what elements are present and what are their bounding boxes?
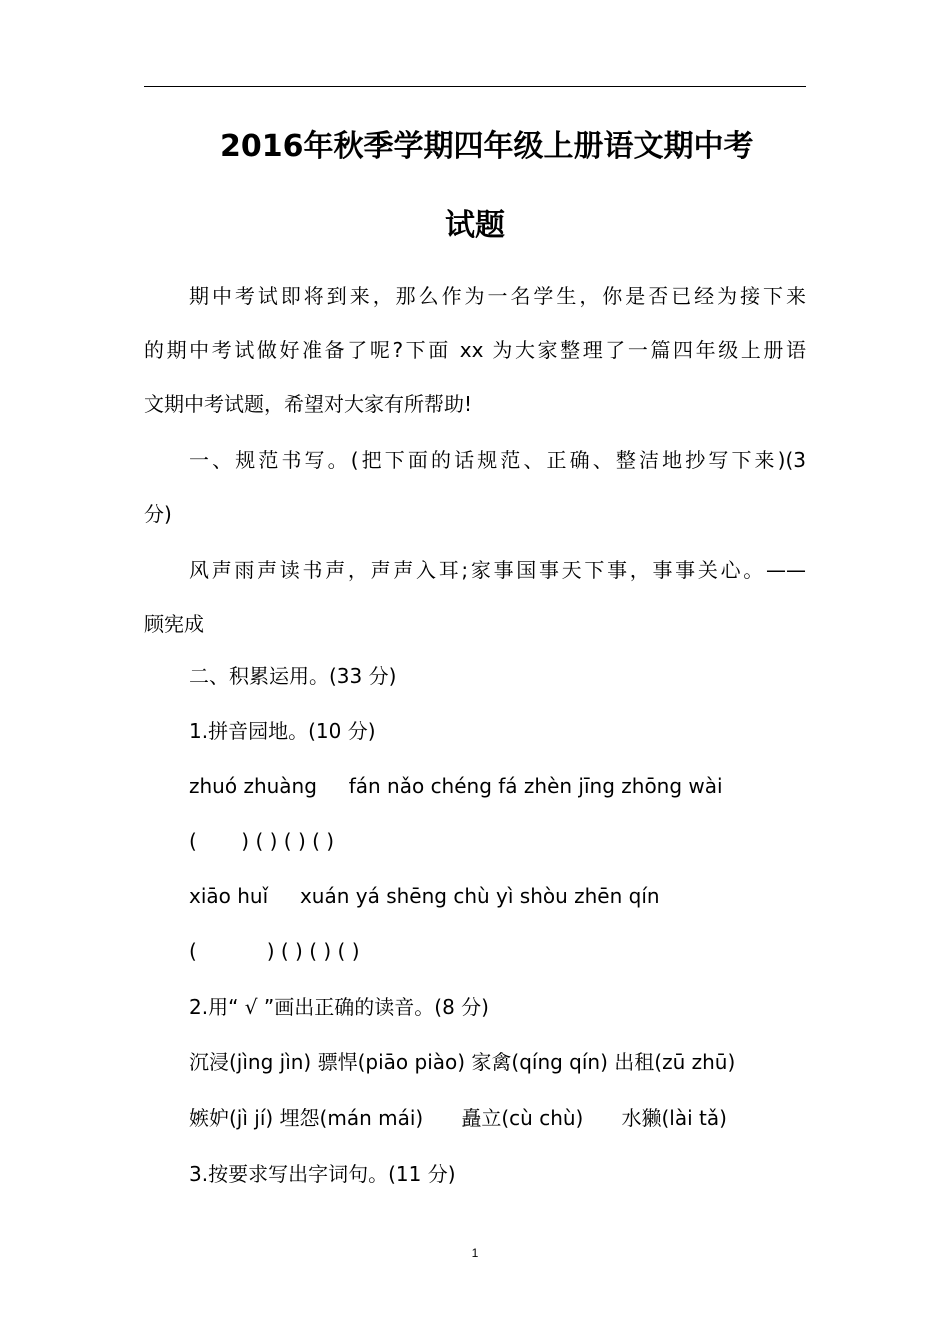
section-1-heading-line-1: 一、规范书写。(把下面的话规范、正确、整洁地抄写下来)(3 bbox=[189, 448, 806, 472]
pronunciation-row-2: 嫉妒(jì jí) 埋怨(mán mái) 矗立(cù chù) 水獭(lài tǎ) bbox=[189, 1106, 727, 1130]
answer-blanks-row-1: ( ) ( ) ( ) ( ) bbox=[189, 829, 335, 853]
section-1-heading-line-2: 分) bbox=[144, 502, 172, 526]
document-title-line-2: 试题 bbox=[445, 208, 505, 243]
page-number: 1 bbox=[471, 1246, 479, 1260]
pinyin-row-1: zhuó zhuàng fán nǎo chéng fá zhèn jīng zhōng wài bbox=[189, 774, 723, 798]
question-3-heading: 3.按要求写出字词句。(11 分) bbox=[189, 1162, 456, 1186]
pronunciation-row-1: 沉浸(jìng jìn) 骠悍(piāo piào) 家禽(qíng qín) 出租(zū zhū) bbox=[189, 1050, 736, 1074]
pinyin-row-2: xiāo huǐ xuán yá shēng chù yì shòu zhēn qín bbox=[189, 884, 660, 908]
question-2-heading: 2.用“ √ ”画出正确的读音。(8 分) bbox=[189, 995, 489, 1019]
intro-paragraph-line-2: 的期中考试做好准备了呢?下面 xx 为大家整理了一篇四年级上册语 bbox=[144, 338, 806, 362]
section-2-heading: 二、积累运用。(33 分) bbox=[189, 664, 397, 688]
quote-line-2: 顾宪成 bbox=[144, 612, 204, 636]
intro-paragraph-line-3: 文期中考试题，希望对大家有所帮助! bbox=[144, 392, 473, 416]
question-1-heading: 1.拼音园地。(10 分) bbox=[189, 719, 376, 743]
answer-blanks-row-2: ( ) ( ) ( ) ( ) bbox=[189, 939, 360, 963]
header-rule bbox=[144, 86, 806, 87]
document-title-line-1: 2016年秋季学期四年级上册语文期中考 bbox=[220, 129, 754, 164]
intro-paragraph-line-1: 期中考试即将到来，那么作为一名学生，你是否已经为接下来 bbox=[189, 284, 806, 308]
quote-line-1: 风声雨声读书声，声声入耳;家事国事天下事，事事关心。—— bbox=[189, 558, 806, 582]
